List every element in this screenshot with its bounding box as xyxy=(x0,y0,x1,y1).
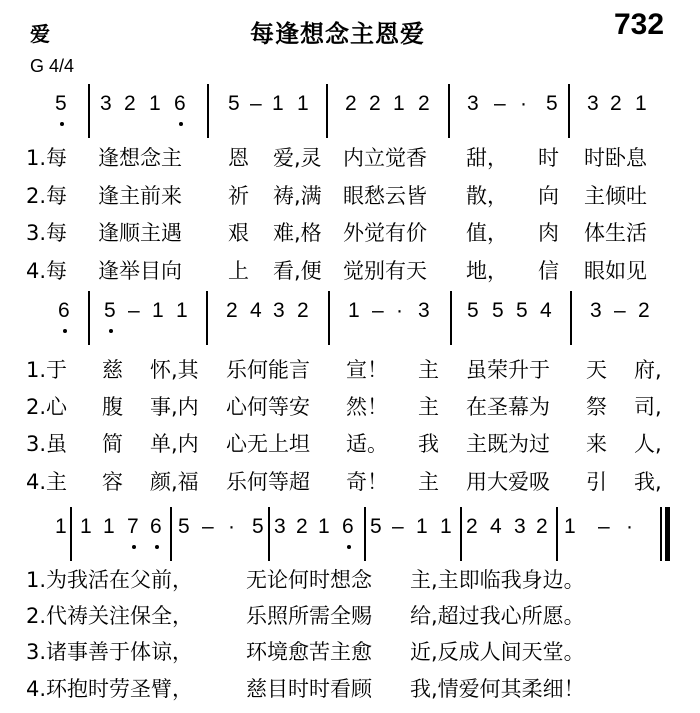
lyric-text: 眼愁云皆 xyxy=(343,184,427,208)
lyric-text: 我,情爱何其柔细！ xyxy=(410,677,585,701)
lyric-text: 慈 xyxy=(102,358,123,382)
lyric-text: 引 xyxy=(586,470,607,494)
hymn-number: 732 xyxy=(614,8,665,41)
lyric-text: 肉 xyxy=(538,221,559,245)
notation-line-1 xyxy=(0,84,700,138)
verse-1-line-3 xyxy=(0,564,700,594)
lyric-text: 主倾吐 xyxy=(584,184,647,208)
lyric-text: 觉别有天 xyxy=(343,259,427,283)
lyric-text: 然！ xyxy=(346,395,388,419)
note: 3 xyxy=(273,299,285,322)
barline xyxy=(70,507,72,561)
barline xyxy=(568,84,570,138)
verse-4-line-2 xyxy=(0,466,700,496)
lyric-text: 逢想念主 xyxy=(98,146,182,170)
note: 5 xyxy=(178,515,190,538)
lyric-text: 心无上坦 xyxy=(226,432,310,456)
lyric-text: 向 xyxy=(538,184,559,208)
lyric-text: 在圣幕为 xyxy=(466,395,550,419)
lyric-text: 2.心 xyxy=(26,395,68,419)
lyric-text: 府, xyxy=(634,358,662,382)
barline xyxy=(460,507,462,561)
verse-1-line-1 xyxy=(0,142,700,172)
barline xyxy=(448,84,450,138)
note: – xyxy=(202,515,214,538)
lyric-text: 眼如见 xyxy=(584,259,647,283)
note: 1 xyxy=(635,92,647,115)
lyric-text: 简 xyxy=(102,432,123,456)
note: · xyxy=(626,515,633,538)
note: 1 xyxy=(272,92,284,115)
note: · xyxy=(396,299,403,322)
lyric-text: 事,内 xyxy=(150,395,199,419)
lyric-text: 容 xyxy=(102,470,123,494)
note: 6 xyxy=(174,92,186,115)
note: 1 xyxy=(416,515,428,538)
lyric-text: 主 xyxy=(418,358,439,382)
note: 4 xyxy=(540,299,552,322)
lyric-text: 上 xyxy=(228,259,249,283)
note: 3 xyxy=(274,515,286,538)
lyric-text: 难,格 xyxy=(273,221,322,245)
lyric-text: 爱,灵 xyxy=(273,146,322,170)
lyric-text: 单,内 xyxy=(150,432,199,456)
barline xyxy=(88,291,90,345)
lyric-text: 时卧息 xyxy=(584,146,647,170)
lyric-text: 慈目时时看顾 xyxy=(246,677,372,701)
lyric-text: 主既为过 xyxy=(466,432,550,456)
lyric-text: 4.环抱时劳圣臂， xyxy=(26,677,194,701)
note: 1 xyxy=(103,515,115,538)
note: 2 xyxy=(124,92,136,115)
lyric-text: 值， xyxy=(466,221,508,245)
note: – xyxy=(598,515,610,538)
lower-octave-dot xyxy=(60,122,64,126)
barline xyxy=(556,507,558,561)
note: 2 xyxy=(638,299,650,322)
verse-3-line-3 xyxy=(0,636,700,666)
note: 1 xyxy=(55,515,67,538)
note: 5 xyxy=(104,299,116,322)
lyric-text: 4.主 xyxy=(26,470,68,494)
lyric-text: 1.于 xyxy=(26,358,68,382)
lyric-text: 司, xyxy=(634,395,662,419)
lyric-text: 天 xyxy=(586,358,607,382)
note: 3 xyxy=(418,299,430,322)
note: 2 xyxy=(466,515,478,538)
note: – xyxy=(250,92,262,115)
note: 1 xyxy=(176,299,188,322)
lyric-text: 外觉有价 xyxy=(343,221,427,245)
barline xyxy=(364,507,366,561)
note: 5 xyxy=(492,299,504,322)
lyric-text: 2.每 xyxy=(26,184,68,208)
barline xyxy=(570,291,572,345)
lyric-text: 2.代祷关注保全， xyxy=(26,604,194,628)
barline xyxy=(207,84,209,138)
lower-octave-dot xyxy=(109,329,113,333)
lyric-text: 恩 xyxy=(228,146,249,170)
note: – xyxy=(372,299,384,322)
note: 2 xyxy=(226,299,238,322)
lower-octave-dot xyxy=(63,329,67,333)
note: 3 xyxy=(467,92,479,115)
barline xyxy=(450,291,452,345)
note: 1 xyxy=(393,92,405,115)
note: 2 xyxy=(418,92,430,115)
note: 2 xyxy=(345,92,357,115)
note: 5 xyxy=(228,92,240,115)
note: 3 xyxy=(100,92,112,115)
note: 1 xyxy=(440,515,452,538)
note: 3 xyxy=(514,515,526,538)
lower-octave-dot xyxy=(132,545,136,549)
lyric-text: 地， xyxy=(466,259,508,283)
lyric-text: 祈 xyxy=(228,184,249,208)
note: 2 xyxy=(610,92,622,115)
lyric-text: 信 xyxy=(538,259,559,283)
lyric-text: 逢主前来 xyxy=(98,184,182,208)
lyric-text: 腹 xyxy=(102,395,123,419)
note: 6 xyxy=(150,515,162,538)
lower-octave-dot xyxy=(179,122,183,126)
lyric-text: 内立觉香 xyxy=(343,146,427,170)
lyric-text: 给,超过我心所愿。 xyxy=(410,604,585,628)
key-signature: G 4/4 xyxy=(30,56,75,76)
notation-line-2 xyxy=(0,291,700,345)
barline xyxy=(268,507,270,561)
verse-4-line-1 xyxy=(0,255,700,285)
note: 5 xyxy=(467,299,479,322)
note: 1 xyxy=(149,92,161,115)
note: 1 xyxy=(80,515,92,538)
lyric-text: 4.每 xyxy=(26,259,68,283)
note: 5 xyxy=(516,299,528,322)
lyric-text: 颜,福 xyxy=(150,470,199,494)
lyric-text: 人, xyxy=(634,432,662,456)
note: 3 xyxy=(587,92,599,115)
note: 2 xyxy=(369,92,381,115)
notation-line-3 xyxy=(0,507,700,561)
verse-2-line-2 xyxy=(0,391,700,421)
note: 2 xyxy=(536,515,548,538)
lyric-text: 甜， xyxy=(466,146,508,170)
lower-octave-dot xyxy=(347,545,351,549)
lyric-text: 我, xyxy=(634,470,662,494)
note: 1 xyxy=(318,515,330,538)
lyric-text: 主 xyxy=(418,395,439,419)
final-barline-thick xyxy=(665,507,670,561)
verse-2-line-3 xyxy=(0,600,700,630)
lyric-text: 3.虽 xyxy=(26,432,68,456)
lyric-text: 1.为我活在父前， xyxy=(26,568,194,592)
verse-2-line-1 xyxy=(0,180,700,210)
note: 4 xyxy=(250,299,262,322)
category-label: 爱 xyxy=(30,22,50,46)
lyric-text: 环境愈苦主愈 xyxy=(246,640,372,664)
note: 1 xyxy=(152,299,164,322)
lyric-text: 近,反成人间天堂。 xyxy=(410,640,585,664)
note: · xyxy=(228,515,235,538)
barline xyxy=(88,84,90,138)
note: 4 xyxy=(490,515,502,538)
lyric-text: 心何等安 xyxy=(226,395,310,419)
lyric-text: 乐何等超 xyxy=(226,470,310,494)
hymn-title: 每逢想念主恩爱 xyxy=(250,20,425,48)
note: 1 xyxy=(564,515,576,538)
note: 1 xyxy=(297,92,309,115)
note: 5 xyxy=(55,92,67,115)
verse-1-line-2 xyxy=(0,354,700,384)
lyric-text: 怀,其 xyxy=(150,358,199,382)
barline xyxy=(328,291,330,345)
barline xyxy=(326,84,328,138)
lyric-text: 1.每 xyxy=(26,146,68,170)
lyric-text: 主 xyxy=(418,470,439,494)
note: · xyxy=(520,92,527,115)
lyric-text: 祭 xyxy=(586,395,607,419)
note: 7 xyxy=(127,515,139,538)
lyric-text: 无论何时想念 xyxy=(246,568,372,592)
lyric-text: 时 xyxy=(538,146,559,170)
note: 3 xyxy=(590,299,602,322)
lyric-text: 奇！ xyxy=(346,470,388,494)
note: – xyxy=(392,515,404,538)
note: 5 xyxy=(370,515,382,538)
lyric-text: 适。 xyxy=(346,432,388,456)
lyric-text: 祷,满 xyxy=(273,184,322,208)
note: 5 xyxy=(252,515,264,538)
note: – xyxy=(128,299,140,322)
note: 2 xyxy=(297,299,309,322)
lyric-text: 散， xyxy=(466,184,508,208)
lyric-text: 虽荣升于 xyxy=(466,358,550,382)
final-barline-thin xyxy=(660,507,662,561)
verse-3-line-2 xyxy=(0,428,700,458)
note: 6 xyxy=(342,515,354,538)
lyric-text: 乐照所需全赐 xyxy=(246,604,372,628)
lyric-text: 看,便 xyxy=(273,259,322,283)
lyric-text: 用大爱吸 xyxy=(466,470,550,494)
note: – xyxy=(614,299,626,322)
lyric-text: 逢顺主遇 xyxy=(98,221,182,245)
lyric-text: 3.诸事善于体谅， xyxy=(26,640,194,664)
note: 6 xyxy=(58,299,70,322)
lyric-text: 3.每 xyxy=(26,221,68,245)
lyric-text: 我 xyxy=(418,432,439,456)
lyric-text: 乐何能言 xyxy=(226,358,310,382)
barline xyxy=(206,291,208,345)
note: 2 xyxy=(296,515,308,538)
lyric-text: 逢举目向 xyxy=(98,259,182,283)
note: 1 xyxy=(348,299,360,322)
verse-3-line-1 xyxy=(0,217,700,247)
lyric-text: 宣！ xyxy=(346,358,388,382)
verse-4-line-3 xyxy=(0,673,700,703)
lower-octave-dot xyxy=(155,545,159,549)
note: – xyxy=(494,92,506,115)
note: 5 xyxy=(546,92,558,115)
lyric-text: 主,主即临我身边。 xyxy=(410,568,585,592)
barline xyxy=(170,507,172,561)
lyric-text: 体生活 xyxy=(584,221,647,245)
lyric-text: 来 xyxy=(586,432,607,456)
lyric-text: 艰 xyxy=(228,221,249,245)
